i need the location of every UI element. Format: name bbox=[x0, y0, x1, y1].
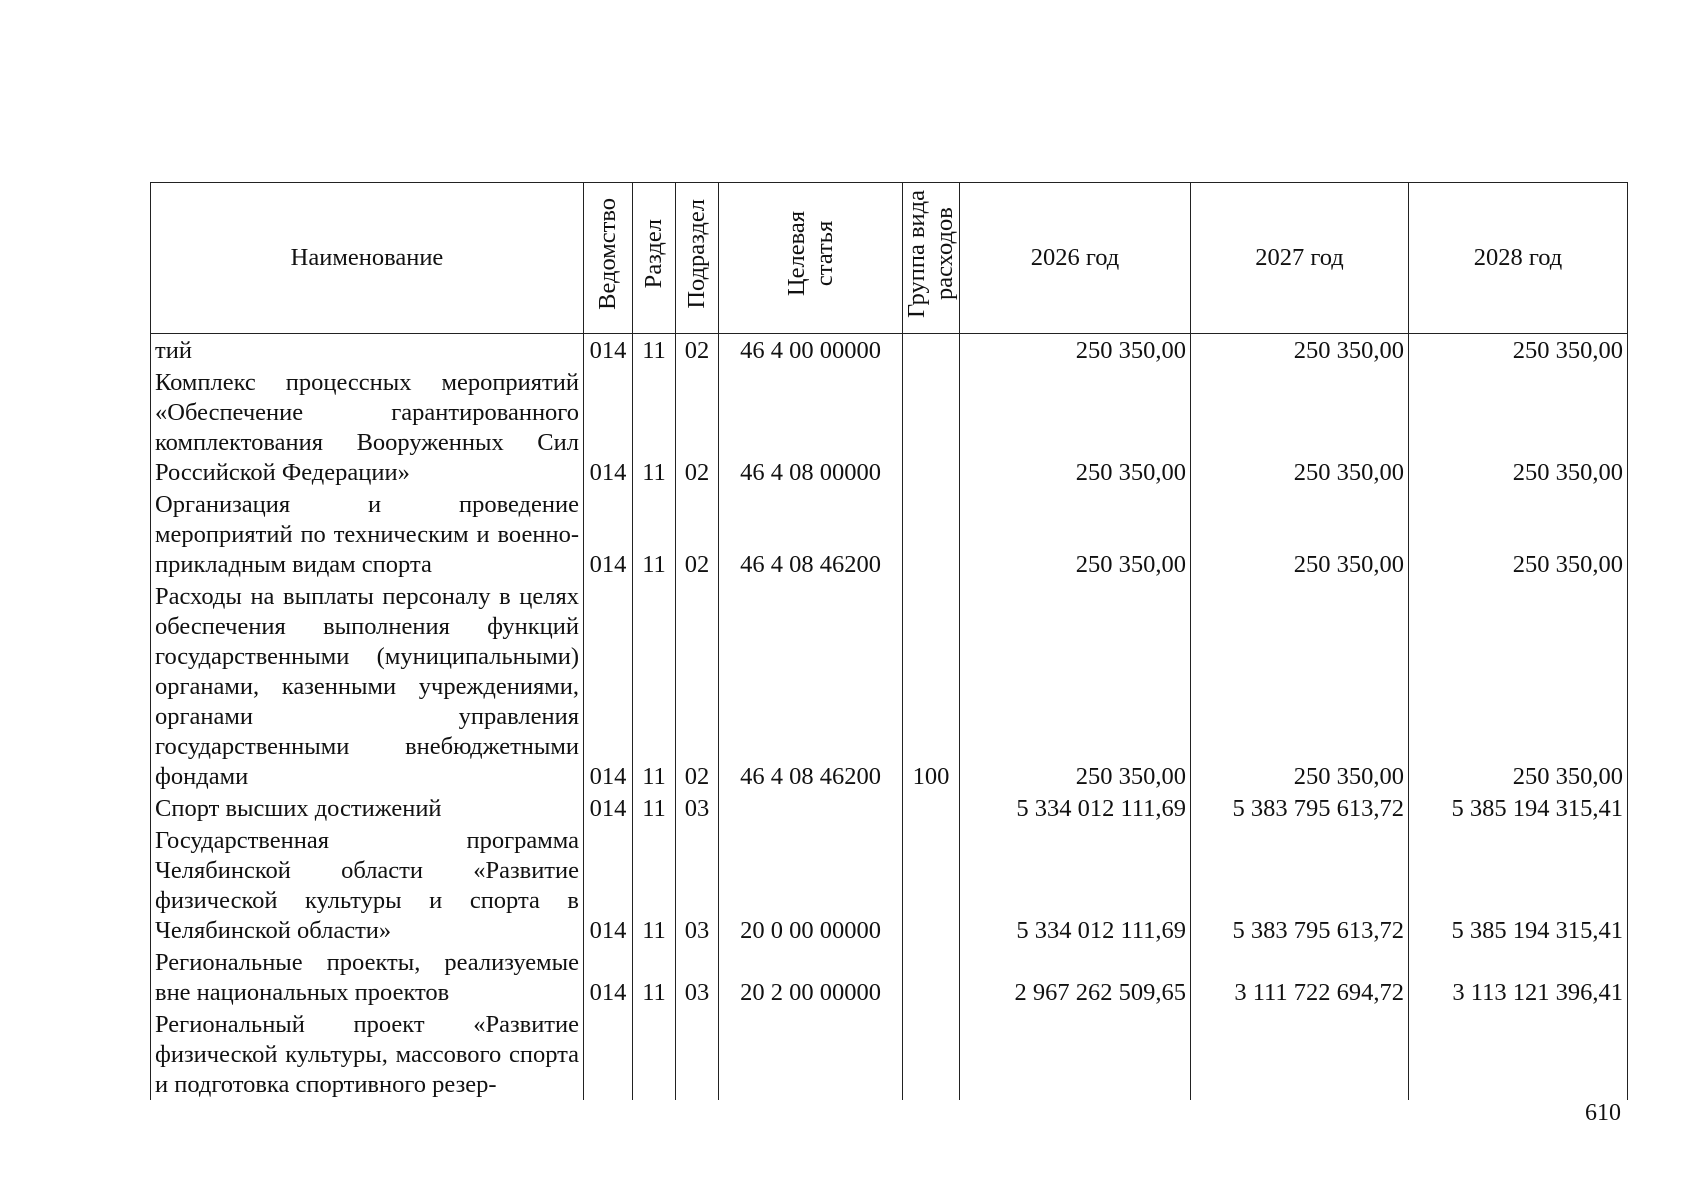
row-amount-2026 bbox=[960, 1008, 1191, 1100]
row-target-article: 20 0 00 00000 bbox=[719, 824, 903, 946]
header-2027: 2027 год bbox=[1191, 183, 1409, 334]
header-2028: 2028 год bbox=[1409, 183, 1628, 334]
row-expense-group bbox=[903, 824, 960, 946]
row-amount-2027: 250 350,00 bbox=[1191, 488, 1409, 580]
row-amount-2027: 250 350,00 bbox=[1191, 334, 1409, 367]
row-expense-group bbox=[903, 792, 960, 824]
row-name: Расходы на выплаты персоналу в целях обеспечения выполнения функций государственными (муниципальными) органами, казенными учреждениями, органами управления государственными внебюджетными фондами bbox=[151, 580, 584, 792]
header-row bbox=[151, 183, 1628, 334]
row-amount-2028: 250 350,00 bbox=[1409, 488, 1628, 580]
row-amount-2027 bbox=[1191, 1008, 1409, 1100]
row-razdel: 11 bbox=[633, 366, 676, 488]
row-amount-2026: 250 350,00 bbox=[960, 580, 1191, 792]
row-vedomstvo: 014 bbox=[584, 334, 633, 367]
row-razdel: 11 bbox=[633, 580, 676, 792]
row-razdel: 11 bbox=[633, 792, 676, 824]
row-amount-2028: 5 385 194 315,41 bbox=[1409, 824, 1628, 946]
row-razdel: 11 bbox=[633, 334, 676, 367]
row-podrazdel: 03 bbox=[676, 946, 719, 1008]
row-amount-2028: 250 350,00 bbox=[1409, 366, 1628, 488]
row-vedomstvo: 014 bbox=[584, 488, 633, 580]
row-amount-2026: 5 334 012 111,69 bbox=[960, 824, 1191, 946]
row-vedomstvo: 014 bbox=[584, 580, 633, 792]
row-expense-group bbox=[903, 366, 960, 488]
table-row bbox=[151, 1008, 1628, 1100]
row-razdel: 11 bbox=[633, 488, 676, 580]
row-amount-2028 bbox=[1409, 1008, 1628, 1100]
row-podrazdel: 02 bbox=[676, 580, 719, 792]
row-amount-2028: 5 385 194 315,41 bbox=[1409, 792, 1628, 824]
row-podrazdel: 03 bbox=[676, 824, 719, 946]
row-amount-2028: 250 350,00 bbox=[1409, 580, 1628, 792]
row-target-article: 46 4 00 00000 bbox=[719, 334, 903, 367]
header-name: Наименование bbox=[151, 183, 584, 334]
row-amount-2027: 250 350,00 bbox=[1191, 580, 1409, 792]
row-name: Государственная программа Челябинской области «Развитие физической культуры и спорта в Челябинской области» bbox=[151, 824, 584, 946]
row-name: Региональные проекты, реализуемые вне национальных проектов bbox=[151, 946, 584, 1008]
row-podrazdel: 02 bbox=[676, 334, 719, 367]
row-amount-2027: 250 350,00 bbox=[1191, 366, 1409, 488]
row-name: Комплекс процессных мероприятий «Обеспечение гарантированного комплектования Вооруженных Сил Российской Федерации» bbox=[151, 366, 584, 488]
row-amount-2027: 5 383 795 613,72 bbox=[1191, 792, 1409, 824]
row-vedomstvo: 014 bbox=[584, 366, 633, 488]
row-amount-2026: 5 334 012 111,69 bbox=[960, 792, 1191, 824]
row-amount-2028: 250 350,00 bbox=[1409, 334, 1628, 367]
header-razdel: Раздел bbox=[633, 183, 676, 334]
row-amount-2028: 3 113 121 396,41 bbox=[1409, 946, 1628, 1008]
table-row bbox=[151, 366, 1628, 488]
header-2026: 2026 год bbox=[960, 183, 1191, 334]
row-amount-2026: 2 967 262 509,65 bbox=[960, 946, 1191, 1008]
row-vedomstvo: 014 bbox=[584, 946, 633, 1008]
row-podrazdel: 02 bbox=[676, 488, 719, 580]
row-target-article: 46 4 08 46200 bbox=[719, 488, 903, 580]
row-podrazdel: 03 bbox=[676, 792, 719, 824]
row-amount-2026: 250 350,00 bbox=[960, 488, 1191, 580]
row-razdel: 11 bbox=[633, 946, 676, 1008]
header-podrazdel: Подраздел bbox=[676, 183, 719, 334]
row-name: Организация и проведение мероприятий по техническим и военно-прикладным видам спорта bbox=[151, 488, 584, 580]
row-podrazdel bbox=[676, 1008, 719, 1100]
row-target-article: 46 4 08 00000 bbox=[719, 366, 903, 488]
row-amount-2027: 3 111 722 694,72 bbox=[1191, 946, 1409, 1008]
table-row bbox=[151, 824, 1628, 946]
row-podrazdel: 02 bbox=[676, 366, 719, 488]
row-expense-group: 100 bbox=[903, 580, 960, 792]
row-target-article: 46 4 08 46200 bbox=[719, 580, 903, 792]
row-expense-group bbox=[903, 1008, 960, 1100]
table-row bbox=[151, 792, 1628, 824]
row-razdel: 11 bbox=[633, 824, 676, 946]
row-amount-2026: 250 350,00 bbox=[960, 334, 1191, 367]
row-name: Региональный проект «Развитие физической культуры, массового спорта и подготовка спортивного резер- bbox=[151, 1008, 584, 1100]
row-razdel bbox=[633, 1008, 676, 1100]
page-number: 610 bbox=[1585, 1100, 1621, 1126]
row-vedomstvo: 014 bbox=[584, 824, 633, 946]
header-target-article: Целевая статья bbox=[719, 183, 903, 334]
row-expense-group bbox=[903, 946, 960, 1008]
table-row bbox=[151, 334, 1628, 367]
budget-table bbox=[150, 182, 1628, 1100]
row-amount-2027: 5 383 795 613,72 bbox=[1191, 824, 1409, 946]
row-expense-group bbox=[903, 334, 960, 367]
row-vedomstvo bbox=[584, 1008, 633, 1100]
row-target-article bbox=[719, 1008, 903, 1100]
table-row bbox=[151, 580, 1628, 792]
row-name: тий bbox=[151, 334, 584, 367]
row-target-article: 20 2 00 00000 bbox=[719, 946, 903, 1008]
row-expense-group bbox=[903, 488, 960, 580]
header-vedomstvo: Ведомство bbox=[584, 183, 633, 334]
row-target-article bbox=[719, 792, 903, 824]
row-name: Спорт высших достижений bbox=[151, 792, 584, 824]
header-expense-group: Группа вида расходов bbox=[903, 183, 960, 334]
row-amount-2026: 250 350,00 bbox=[960, 366, 1191, 488]
row-vedomstvo: 014 bbox=[584, 792, 633, 824]
table-row bbox=[151, 946, 1628, 1008]
table-row bbox=[151, 488, 1628, 580]
